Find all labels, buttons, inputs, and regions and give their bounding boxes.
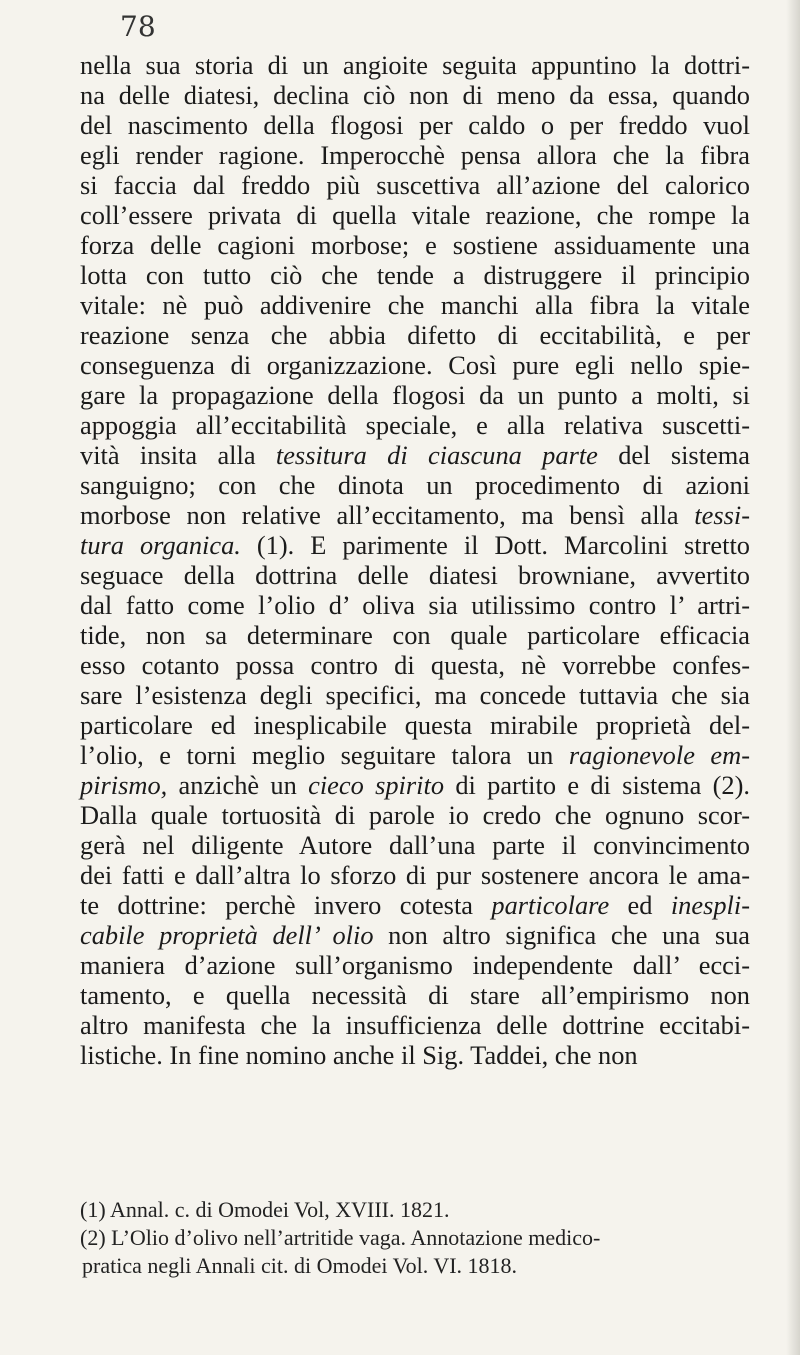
text-segment: forza delle cagioni morbose; e sostiene assiduamente una [80,230,750,260]
text-line [80,650,750,680]
text-segment: gerà nel diligente Autore dall’una parte il convincimento [80,830,750,860]
text-line [80,890,750,920]
text-line [80,80,750,110]
text-segment: vità insita alla [80,440,276,470]
text-segment: tamento, e quella necessità di stare all’empirismo non [80,980,750,1010]
text-segment: reazione senza che abbia difetto di eccitabilità, e per [80,320,750,350]
text-segment: te dottrine: perchè invero cotesta [80,890,492,920]
text-line [80,1010,750,1040]
text-segment: egli render ragione. Imperocchè pensa allora che la fibra [80,140,750,170]
text-segment: appoggia all’eccitabilità speciale, e alla relativa suscetti- [80,410,750,440]
text-segment: (1). E parimente il Dott. Marcolini stretto [240,530,750,560]
italic-phrase: tessi- [694,500,750,530]
text-line [80,200,750,230]
text-line [80,140,750,170]
text-segment: del nascimento della flogosi per caldo o per freddo vuol [80,110,750,140]
footnotes [80,1196,750,1280]
text-line [80,170,750,200]
text-segment: altro manifesta che la insufficienza delle dottrine eccitabi- [80,1010,750,1040]
text-line [80,50,750,80]
text-line [80,410,750,440]
text-segment: vitale: nè può addivenire che manchi alla fibra la vitale [80,290,750,320]
text-line [80,500,750,530]
text-segment: listiche. In fine nomino anche il Sig. Taddei, che non [80,1040,638,1070]
text-segment: dei fatti e dall’altra lo sforzo di pur sostenere ancora le ama- [80,860,750,890]
italic-phrase: ragionevole em- [568,740,750,770]
italic-phrase: inespli- [670,890,750,920]
text-line [80,230,750,260]
italic-phrase: tessitura di ciascuna parte [275,440,598,470]
text-line [80,800,750,830]
page-edge-shadow [786,0,800,1355]
text-line [80,110,750,140]
footnote-1: (1) Annal. c. di Omodei Vol, XVIII. 1821. [80,1197,450,1222]
text-line [80,770,750,800]
italic-phrase: cieco spirito [308,770,445,800]
text-line [80,740,750,770]
text-line [80,680,750,710]
text-segment: l’olio, e torni meglio seguitare talora un [80,740,569,770]
text-segment: particolare ed inesplicabile questa mirabile proprietà del- [80,710,750,740]
text-line [80,980,750,1010]
text-segment: sare l’esistenza degli specifici, ma concede tuttavia che sia [80,680,750,710]
text-segment: ed [609,890,671,920]
text-segment: conseguenza di organizzazione. Così pure egli nello spie- [80,350,750,380]
text-segment: coll’essere privata di quella vitale reazione, che rompe la [80,200,750,230]
italic-phrase: cabile proprietà dell’ olio [80,920,374,950]
text-line [80,830,750,860]
text-segment: dal fatto come l’olio d’ oliva sia utilissimo contro l’ artri- [80,590,750,620]
text-segment: si faccia dal freddo più suscettiva all’azione del calorico [80,170,750,200]
text-segment: Dalla quale tortuosità di parole io credo che ognuno scor- [80,800,750,830]
text-segment: anzichè un [167,770,309,800]
text-segment: morbose non relative all’eccitamento, ma bensì alla [80,500,695,530]
text-line [80,1040,750,1070]
text-line [80,320,750,350]
text-segment: na delle diatesi, declina ciò non di meno da essa, quando [80,80,750,110]
body-text [80,50,750,1070]
text-line [80,620,750,650]
italic-phrase: pirismo, [80,770,168,800]
text-line [80,260,750,290]
footnote-2: (2) L’Olio d’olivo nell’artritide vaga. Annotazione medico- [80,1225,601,1250]
text-line [80,440,750,470]
text-line [80,950,750,980]
text-line [80,710,750,740]
text-line [80,350,750,380]
text-segment: tide, non sa determinare con quale particolare efficacia [80,620,750,650]
text-segment: gare la propagazione della flogosi da un punto a molti, si [80,380,750,410]
text-line [80,470,750,500]
text-line [80,590,750,620]
text-segment: lotta con tutto ciò che tende a distruggere il principio [80,260,750,290]
page-number: 78 [120,10,156,43]
text-line [80,380,750,410]
text-line [80,860,750,890]
text-line [80,560,750,590]
italic-phrase: tura organica. [80,530,241,560]
text-line [80,920,750,950]
footnote-2-continued: pratica negli Annali cit. di Omodei Vol. VI. 1818. [82,1253,518,1278]
text-line [80,530,750,560]
text-segment: di partito e di sistema (2). [444,770,750,800]
text-segment: esso cotanto possa contro di questa, nè vorrebbe confes- [80,650,750,680]
text-segment: non altro significa che una sua [373,920,750,950]
text-segment: maniera d’azione sull’organismo independente dall’ ecci- [80,950,750,980]
text-segment: nella sua storia di un angioite seguita appuntino la dottri- [80,50,750,80]
text-segment: sanguigno; con che dinota un procedimento di azioni [80,470,750,500]
text-line [80,290,750,320]
text-segment: seguace della dottrina delle diatesi browniane, avvertito [80,560,750,590]
italic-phrase: particolare [491,890,610,920]
text-segment: del sistema [597,440,750,470]
